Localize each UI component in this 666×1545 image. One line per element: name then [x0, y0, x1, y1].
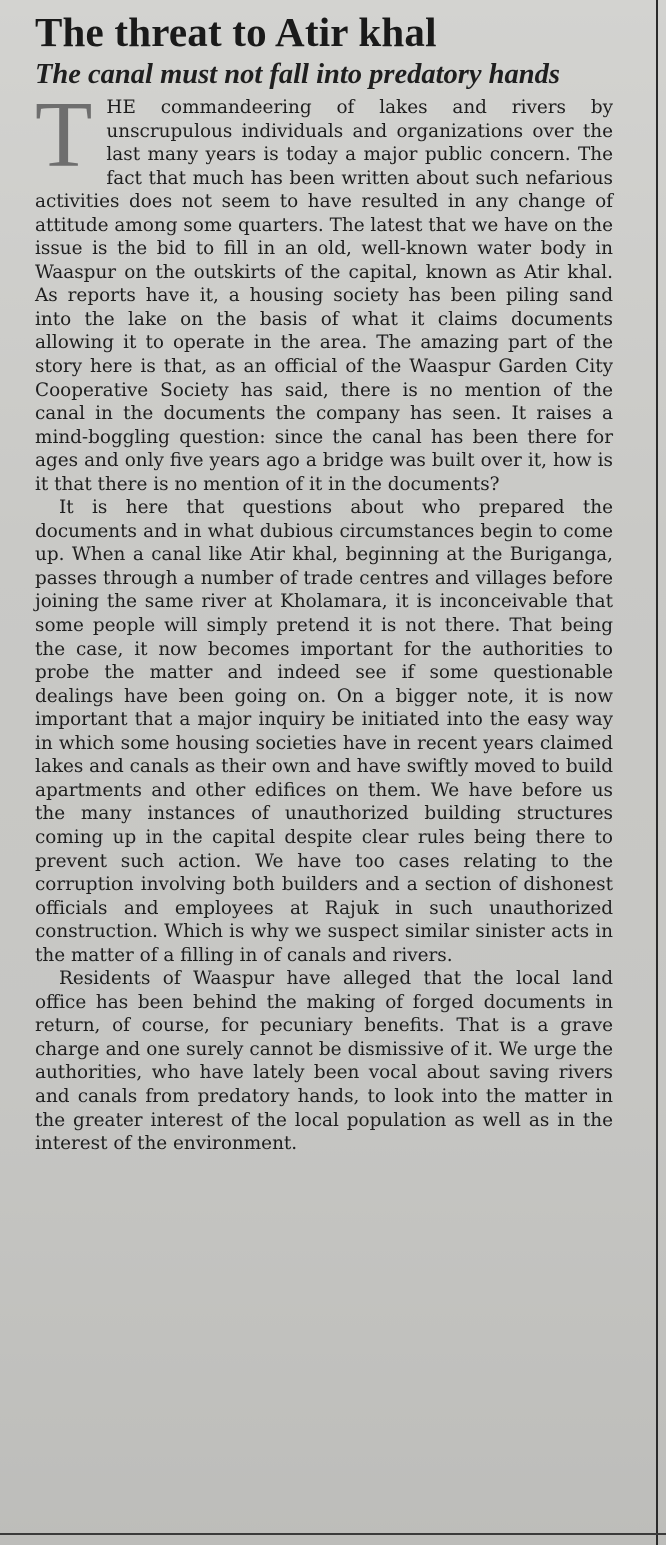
column-rule-right: [656, 0, 658, 1545]
paragraph-1-text: HE commandeering of lakes and rivers by unscrupulous individuals and organizations over the last many years is today a major public concern. The fact that much has been written about such nefarious activities does not seem to have resulted in any change of attitude among some quarters. The latest that we have on the issue is the bid to fill in an old, well-known water body in Waaspur on the outskirts of the capital, known as Atir khal. As reports have it, a housing society has been piling sand into the lake on the basis of what it claims documents allowing it to operate in the area. The amazing part of the story here is that, as an official of the Waaspur Garden City Cooperative Society has said, there is no mention of the canal in the documents the company has seen. It raises a mind-boggling question: since the canal has been there for ages and only five years ago a bridge was built over it, how is it that there is no mention of it in the documents?: [35, 97, 613, 495]
column-rule-bottom: [0, 1533, 666, 1535]
paragraph-3: Residents of Waaspur have alleged that the local land office has been behind the making of forged documents in return, of course, for pecuniary benefits. That is a grave charge and one surely cannot be dismissive of it. We urge the authorities, who have lately been vocal about saving rivers and canals from predatory hands, to look into the matter in the greater interest of the local population as well as in the interest of the environment.: [35, 968, 613, 1155]
paragraph-1: [35, 83, 613, 496]
paragraph-2: It is here that questions about who prepared the documents and in what dubious circumstances begin to come up. When a canal like Atir khal, beginning at the Buriganga, passes through a number of trade centres and villages before joining the same river at Kholamara, it is inconceivable that some people will simply pretend it is not there. That being the case, it now becomes important for the authorities to probe the matter and indeed see if some questionable dealings have been going on. On a bigger note, it is now important that a major inquiry be initiated into the easy way in which some housing societies have in recent years claimed lakes and canals as their own and have swiftly moved to build apartments and other edifices on them. We have before us the many instances of unauthorized building structures coming up in the capital despite clear rules being there to prevent such action. We have too cases relating to the corruption involving both builders and a section of dishonest officials and employees at Rajuk in such unauthorized construction. Which is why we suspect similar sinister acts in the matter of a filling in of canals and rivers.: [35, 497, 613, 966]
subheadline: The canal must not fall into predatory hands: [35, 59, 560, 90]
headline: The threat to Atir khal: [35, 9, 437, 55]
editorial-column: [35, 0, 613, 1156]
article-body: [35, 83, 613, 1156]
drop-cap: T: [35, 83, 93, 187]
